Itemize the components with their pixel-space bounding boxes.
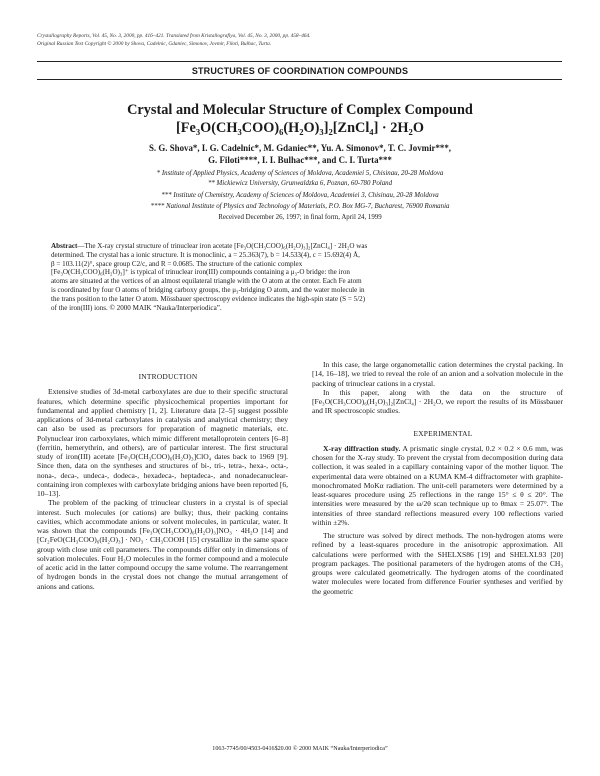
xray-paragraph (312, 444, 563, 527)
received-dates: Received December 26, 1997; in final form, April 24, 1999 (218, 214, 382, 221)
experimental-heading: EXPERIMENTAL (413, 428, 473, 438)
abstract-line-4: [Fe₃O(CH₃COO)₆(H₂O)₃]⁺ is typical of trinuclear iron(III) compounds containing a μ₃-O bridge: the iron (51, 268, 350, 277)
abstract-line-3: β = 103.11(2)°, space group C2/c, and R = 0.0685. The structure of the cationic complex (51, 259, 303, 268)
right-column (312, 360, 563, 596)
xray-paragraph-text: A prismatic single crystal, 0.2 × 0.2 × 0.6 mm, was chosen for the X-ray study. To prevent the crystal from decomposition during data collection, it was sealed in a capillary containing vapor of the mother liquor. The experimental data were obtained on a KUMA KM-4 diffractometer with graphite-monochromated MoKα radiation. The unit-cell parameters were determined by a least-squares procedure using 25 reflections in the range 15° ≤ θ ≤ 20°. The intensities were measured by the ω/2θ scan technique up to θmax = 25.07°. The intensities of three standard reflections measured every 100 reflections varied within ±2%. (312, 443, 563, 527)
abstract-line-1 (51, 242, 548, 251)
section-label: STRUCTURES OF COORDINATION COMPOUNDS (191, 66, 409, 76)
authors-line-2: G. Filoti****, I. I. Bulhac***, and C. I. Turta*** (208, 154, 392, 165)
structure-paragraph: The structure was solved by direct methods. The non-hydrogen atoms were refined by a least-squares procedure in the anisotropic approximation. All calculations were performed with the SHELXS86 [19] and SHELXL93 [20] program packages. The positional parameters of the hydrogen atoms of the CH₃ groups were calculated geometrically. The hydrogen atoms of the coordinated water molecules were located from difference Fourier syntheses and verified by the geometric (312, 531, 563, 596)
introduction-heading: INTRODUCTION (138, 372, 198, 381)
abstract-line-6: is coordinated by four O atoms of bridging carboxy groups, the μ₃-bridging O atom, and the water molecule in (51, 286, 365, 295)
left-column (37, 372, 288, 591)
section-rule-bottom (37, 79, 562, 80)
journal-citation-line: Crystallography Reports, Vol. 45, No. 3, 2000, pp. 416–421. Translated from Kristallografiya, Vol. 45, No. 3, 2000, pp. 458–464. (37, 33, 311, 39)
affiliation-1: * Institute of Applied Physics, Academy of Sciences of Moldova, Academiei 5, Chisinau, 20-28 Moldova (156, 170, 444, 177)
abstract (51, 242, 548, 313)
copyright-line: Original Russian Text Copyright © 2000 by Shova, Cadelnic, Gdaniec, Simonov, Jovmir, Filoti, Bulhac, Turta. (37, 40, 272, 47)
intro-paragraph-1: Extensive studies of 3d-metal carboxylates are due to their specific structural features, which determine specific physicochemical properties important for fundamental and applied chemistry [1, 2]. Literature data [2–5] suggest possible applications of 3d-metal carboxylates in catalysis and analytical chemistry; they can also be used as precursors for preparation of magnetic materials, etc. Polynuclear iron carboxylates, which mimic different metalloprotein centers [6–8] (ferritin, hemerythrin, and others), are of particular interest. The first structural study of iron(III) acetate [Fe₃O(CH₃COO)₆(H₂O)₃]ClO₄ dates back to 1969 [9]. Since then, data on the syntheses and structures of bi-, tri-, tetra-, hexa-, octa-, nona-, deca-, undeca-, dodeca-, hexadeca-, heptadeca-, and nonadecanuclear-containing iron complexes with carboxylate bridging anions have been reported [6, 10–13]. (37, 387, 288, 498)
intro-paragraph-2: The problem of the packing of trinuclear clusters in a crystal is of special interest. Such molecules (or cations) are bulky; thus, their packing contains cavities, which accommodate anions or solvent molecules, in particular, water. It was shown that the compounds [Fe₃O(CH₃COO)₆(H₂O)₃]NO₃ · 4H₂O [14] and [Cr₂FeO(CH₃COO)₆(H₂O)₃] · NO₃ · CH₃COOH [15] crystallize in the same space group with close unit cell parameters. The compounds differ only in dimensions of solvation molecules. Four H₂O molecules in the former compound and a molecule of acetic acid in the latter compound occupy the same volume. The rearrangement of hydrogen bonds in the crystal does not change the mutual arrangement of anions and cations. (37, 498, 288, 591)
section-rule-top (37, 61, 562, 62)
article-title-line-1: Crystal and Molecular Structure of Complex Compound (127, 102, 473, 118)
authors-line-1: S. G. Shova*, I. G. Cadelnic*, M. Gdaniec**, Yu. A. Simonov*, T. C. Jovmir***, (148, 143, 452, 153)
article-title-line-2: [Fe₃O(CH₃COO)₆(H₂O)₃]₂[ZnCl₄] · 2H₂O (176, 120, 424, 136)
page-footer: 1063-7745/00/4503-0416$20.00 © 2000 MAIK “Nauka/Interperiodica” (212, 746, 388, 752)
abstract-line-5: atoms are situated at the vertices of an almost equilateral triangle with the O atom at the center. Each Fe atom (51, 277, 362, 286)
affiliation-3: *** Institute of Chemistry, Academy of Sciences of Moldova, Academiei 3, Chisinau, 20-28 Moldova (161, 192, 439, 199)
intro-paragraph-4: In this paper, along with the data on the structure of [Fe₃O(CH₃COO)₆(H₂O)₃]₂[ZnCl₄] · 2H₂O, we report the results of its Mössbauer and IR spectroscopic studies. (312, 387, 563, 416)
xray-subheading: X-ray diffraction study. (323, 443, 401, 453)
affiliation-4: **** National Institute of Physics and Technology of Materials, P.O. Box MG-7, Bucharest, 76900 Romania (150, 203, 450, 210)
abstract-line-2: determined. The crystal has a ionic structure. It is monoclinic, a = 25.363(7), b = 14.533(4), c = 15.692(4) Å, (51, 250, 360, 259)
intro-paragraph-3: In this case, the large organometallic cation determines the crystal packing. In [14, 16–18], we tried to reveal the role of an anion and a solvation molecule in the packing of trinuclear cations in a crystal. (312, 360, 563, 388)
affiliation-2: ** Mickiewicz University, Grunwaldzka 6, Poznan, 60-780 Poland (207, 180, 393, 187)
abstract-label: Abstract (51, 242, 78, 250)
abstract-line-8: of the iron(III) ions. © 2000 MAIK “Nauka/Interperiodica”. (51, 303, 222, 312)
abstract-text: —The X-ray crystal structure of trinuclear iron acetate [Fe₃O(CH₃COO)₆(H₂O)₃]₂[ZnCl₄] · 2H₂O was (77, 242, 368, 250)
abstract-line-7: the trans position to the latter O atom. Mössbauer spectroscopy evidence indicates the high-spin state (S = 5/2) (51, 294, 366, 303)
